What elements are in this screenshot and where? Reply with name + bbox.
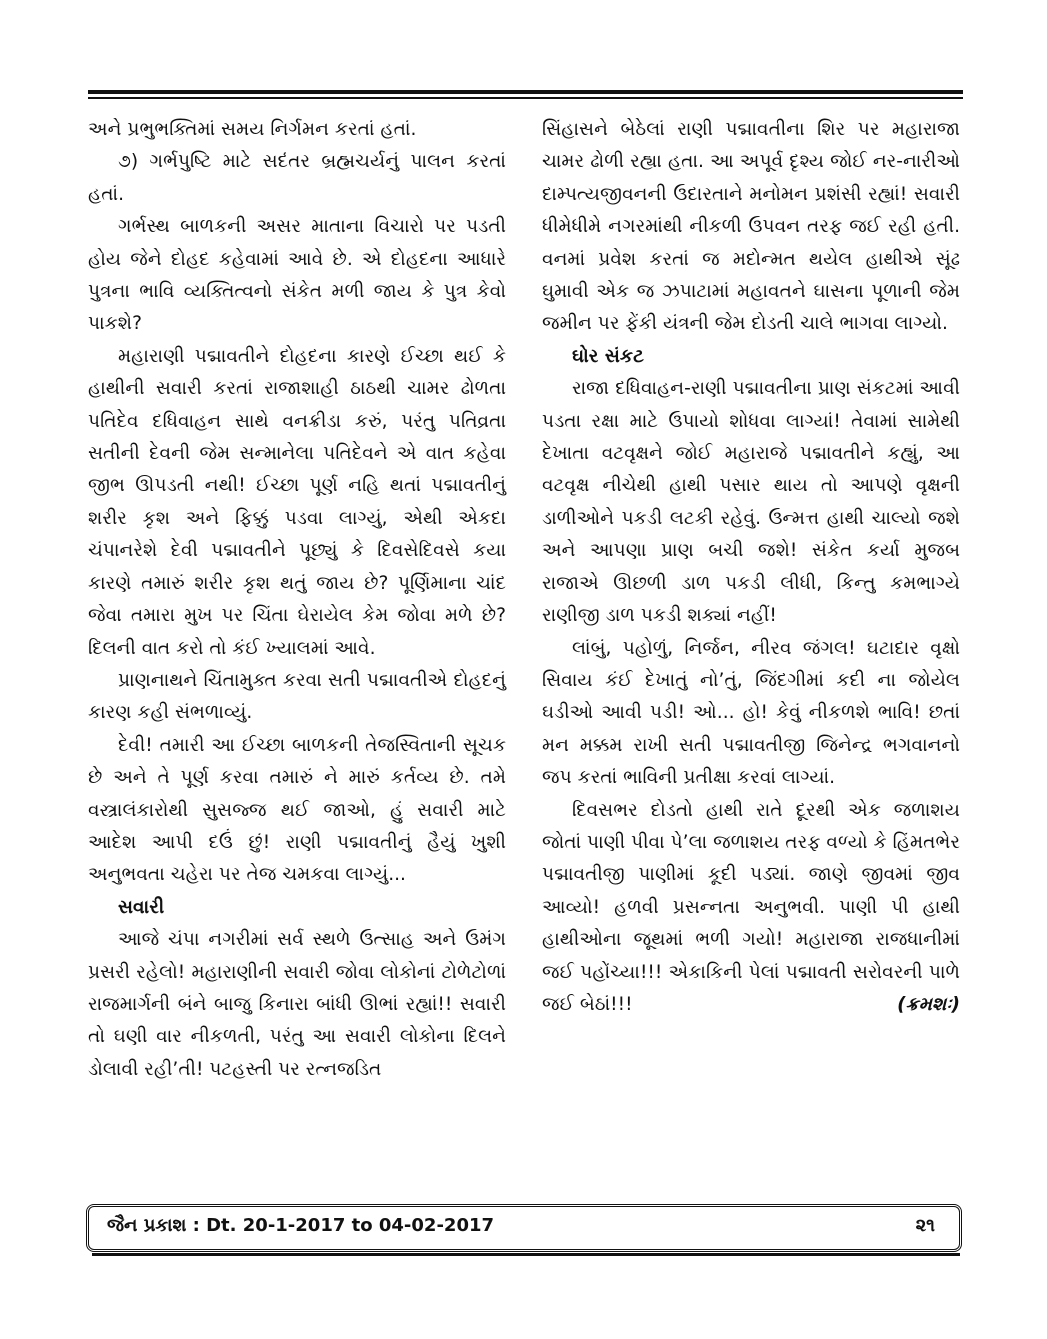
- header-rule-thick: [88, 90, 963, 94]
- paragraph: સિંહાસને બેઠેલાં રાણી પદ્માવતીના શિર પર મહારાજા ચામર ઢોળી રહ્યા હતા. આ અપૂર્વ દૃશ્ય જોઈ નર-નારીઓ દામ્પત્યજીવનની ઉદારતાને મનોમન પ્રશંસી રહ્યાં! સવારી ધીમેધીમે નગરમાંથી નીકળી ઉપવન તરફ જઈ રહી હતી. વનમાં પ્રવેશ કરતાં જ મદોન્મત થયેલ હાથીએ સૂંઢ ઘુમાવી એક જ ઝપાટામાં મહાવતને ઘાસના પૂળાની જેમ જમીન પર ફેંકી યંત્રની જેમ દોડતી ચાલે ભાગવા લાગ્યો.: [542, 119, 960, 335]
- page-number: ૨૧: [915, 1215, 935, 1236]
- paragraph: પ્રાણનાથને ચિંતામુક્ત કરવા સતી પદ્માવતીએ દોહદનું કારણ કહી સંભળાવ્યું.: [88, 669, 506, 724]
- paragraph: ૭) ગર્ભપુષ્ટિ માટે સદંતર બ્રહ્મચર્યનું પાલન કરતાં હતાં.: [88, 151, 506, 205]
- publication-info: જૈન પ્રકાશ : Dt. 20-1-2017 to 04-02-2017: [107, 1215, 495, 1236]
- header-rule-thin: [88, 97, 963, 99]
- right-column: [542, 114, 960, 1021]
- paragraph: રાજા દધિવાહન-રાણી પદ્માવતીના પ્રાણ સંકટમાં આવી પડતા રક્ષા માટે ઉપાયો શોધવા લાગ્યાં! તેવામાં સામેથી દેખાતા વટવૃક્ષને જોઈ મહારાજે પદ્માવતીને કહ્યું, આ વટવૃક્ષ નીચેથી હાથી પસાર થાય તો આપણે વૃક્ષની ડાળીઓને પકડી લટકી રહેવું. ઉન્મત્ત હાથી ચાલ્યો જશે અને આપણા પ્રાણ બચી જશે! સંકેત કર્યા મુજબ રાજાએ ઊછળી ડાળ પકડી લીધી, કિન્તુ કમભાગ્યે રાણીજી ડાળ પકડી શક્યાં નહીં!: [542, 378, 960, 627]
- paragraph: મહારાણી પદ્માવતીને દોહદના કારણે ઈચ્છા થઈ કે હાથીની સવારી કરતાં રાજાશાહી ઠાઠથી ચામર ઢોળતા પતિદેવ દધિવાહન સાથે વનક્રીડા કરું, પરંતુ પતિવ્રતા સતીની દેવની જેમ સન્માનેલા પતિદેવને એ વાત કહેવા જીભ ઊપડતી નથી! ઈચ્છા પૂર્ણ નહિ થતાં પદ્માવતીનું શરીર કૃશ અને ફિક્કું પડવા લાગ્યું, એથી એકદા ચંપાનરેશે દેવી પદ્માવતીને પૂછ્યું કે દિવસેદિવસે કયા કારણે તમારું શરીર કૃશ થતું જાય છે? પૂર્ણિમાના ચાંદ જેવા તમારા મુખ પર ચિંતા ઘેરાયેલ કેમ જોવા મળે છે? દિલની વાત કરો તો કંઈ ખ્યાલમાં આવે.: [88, 345, 506, 659]
- continued-marker: (ક્રમશઃ): [897, 993, 960, 1015]
- left-column: [88, 114, 506, 1086]
- paragraph: લાંબું, પહોળું, નિર્જન, નીરવ જંગલ! ઘટાદાર વૃક્ષો સિવાય કંઈ દેખાતું નો’તું, જિંદગીમાં કદી ના જોયેલ ઘડીઓ આવી પડી! ઓ... હો! કેવું નીકળશે ભાવિ! છતાં મન મક્કમ રાખી સતી પદ્માવતીજી જિનેન્દ્ર ભગવાનનો જપ કરતાં ભાવિની પ્રતીક્ષા કરવાં લાગ્યાં.: [542, 637, 960, 789]
- paragraph-text: દિવસભર દોડતો હાથી રાતે દૂરથી એક જળાશય જોતાં પાણી પીવા પે’લા જળાશય તરફ વળ્યો કે હિંમતભેર પદ્માવતીજી પાણીમાં કૂદી પડ્યાં. જાણે જીવમાં જીવ આવ્યો! હળવી પ્રસન્નતા અનુભવી. પાણી પી હાથી હાથીઓના જૂથમાં ભળી ગયો! મહારાજા રાજધાનીમાં જઈ પહોંચ્યા!!! એકાકિની પેલાં પદ્માવતી સરોવરની પાળે જઈ બેઠાં!!!: [542, 799, 960, 1015]
- paragraph: ગર્ભસ્થ બાળકની અસર માતાના વિચારો પર પડતી હોય જેને દોહદ કહેવામાં આવે છે. એ દોહદના આધારે પુત્રના ભાવિ વ્યક્તિત્વનો સંકેત મળી જાય કે પુત્ર કેવો પાકશે?: [88, 216, 506, 335]
- section-heading: ઘોર સંકટ: [572, 345, 644, 367]
- footer: [86, 1204, 962, 1252]
- footer-shadow: [92, 1253, 960, 1256]
- paragraph: અને પ્રભુભક્તિમાં સમય નિર્ગમન કરતાં હતાં.: [88, 119, 417, 140]
- paragraph: દેવી! તમારી આ ઈચ્છા બાળકની તેજસ્વિતાની સૂચક છે અને તે પૂર્ણ કરવા તમારું ને મારું કર્તવ્ય છે. તમે વસ્ત્રાલંકારોથી સુસજ્જ થઈ જાઓ, હું સવારી માટે આદેશ આપી દઉં છું! રાણી પદ્માવતીનું હૈયું ખુશી અનુભવતા ચહેરા પર તેજ ચમકવા લાગ્યું...: [88, 734, 506, 886]
- paragraph: આજે ચંપા નગરીમાં સર્વ સ્થળે ઉત્સાહ અને ઉમંગ પ્રસરી રહેલો! મહારાણીની સવારી જોવા લોકોનાં ટોળેટોળાં રાજમાર્ગની બંને બાજુ કિનારા બાંધી ઊભાં રહ્યાં!! સવારી તો ઘણી વાર નીકળતી, પરંતુ આ સવારી લોકોના દિલને ડોલાવી રહી’તી! પટહસ્તી પર રત્નજડિત: [88, 929, 506, 1080]
- paragraph: [542, 795, 960, 1022]
- section-heading: સવારી: [118, 896, 165, 918]
